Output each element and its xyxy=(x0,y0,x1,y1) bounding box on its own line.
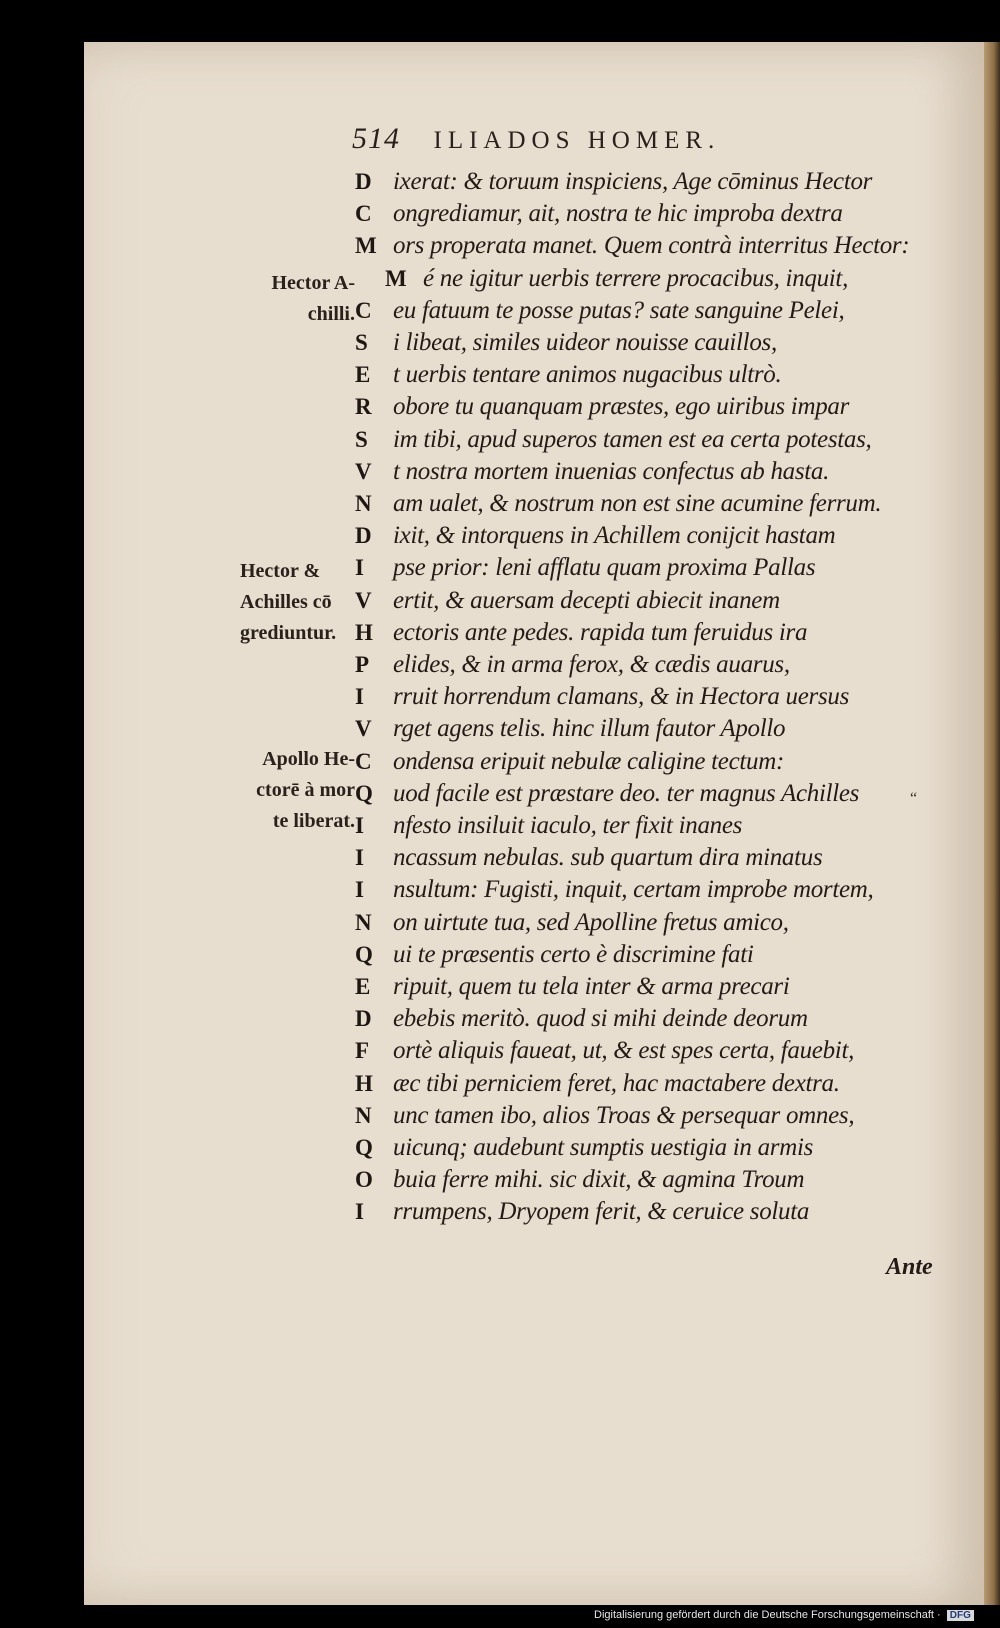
verse-text: ongrediamur, ait, nostra te hic improba dextra xyxy=(393,200,843,228)
verse-line xyxy=(355,329,945,361)
verse-line xyxy=(355,1005,945,1037)
verse-initial: C xyxy=(355,201,372,227)
verse-text: ectoris ante pedes. rapida tum feruidus ira xyxy=(393,618,808,646)
marginal-note-line: grediuntur. xyxy=(240,622,337,644)
verse-initial: V xyxy=(355,458,372,484)
verse-initial: I xyxy=(355,813,364,838)
marginal-note-line: Hector A- xyxy=(271,272,355,294)
verse-line xyxy=(355,941,945,973)
verse-text: eu fatuum te posse putas? sate sanguine Pelei, xyxy=(393,296,845,324)
verse-line xyxy=(355,522,945,554)
verse-text: ertit, & auersam decepti abiecit inanem xyxy=(393,586,780,614)
verse-initial: Q xyxy=(355,780,373,806)
verse-initial: D xyxy=(355,1006,372,1032)
verse-text: on uirtute tua, sed Apolline fretus amico, xyxy=(393,908,789,936)
dfg-logo-icon: DFG xyxy=(947,1610,974,1621)
verse-initial: C xyxy=(355,297,372,323)
page-number: 514 xyxy=(352,122,400,155)
verse-initial: H xyxy=(355,1070,373,1096)
verse-line xyxy=(355,1166,945,1198)
marginal-note-line: Achilles cō xyxy=(240,591,332,613)
verse-text: t nostra mortem inuenias confectus ab hasta. xyxy=(393,457,830,485)
verse-text: ixit, & intorquens in Achillem conijcit hastam xyxy=(393,522,836,550)
verse-initial: D xyxy=(355,523,372,549)
verse-initial: I xyxy=(355,1199,364,1225)
marginal-note-apollo xyxy=(240,744,355,837)
verse-line xyxy=(355,232,945,264)
verse-initial: C xyxy=(355,748,372,774)
verse-text: uicunq; audebunt sumptis uestigia in armis xyxy=(393,1134,814,1161)
verse-text: ebebis meritò. quod si mihi deinde deorum xyxy=(393,1005,808,1033)
verse-line xyxy=(355,297,945,329)
verse-initial: Q xyxy=(355,941,373,967)
verse-line xyxy=(355,554,945,586)
verse-text: im tibi, apud superos tamen est ea certa potestas, xyxy=(393,425,872,453)
verse-text: t uerbis tentare animos nugacibus ultrò. xyxy=(393,361,782,389)
verse-initial: M xyxy=(385,265,407,291)
verse-text: obore tu quanquam præstes, ego uiribus impar xyxy=(393,393,850,421)
margin-mark: “ xyxy=(910,790,918,807)
verse-line xyxy=(355,490,945,522)
verse-line xyxy=(355,780,945,812)
marginal-note-line: ctorē à mor xyxy=(256,779,355,801)
verse-initial: I xyxy=(355,845,364,871)
verse-line xyxy=(355,876,945,908)
running-title: ILIADOS HOMER. xyxy=(433,127,721,154)
verse-initial: Q xyxy=(355,1135,373,1160)
verse-initial: I xyxy=(355,555,364,581)
verse-text: ui te præsentis certo è discrimine fati xyxy=(393,940,754,968)
verse-line xyxy=(355,909,945,941)
verse-text: rrumpens, Dryopem ferit, & ceruice soluta xyxy=(393,1198,810,1226)
verse-line xyxy=(355,1134,945,1166)
verse-text: i libeat, similes uideor nouisse cauillos, xyxy=(393,329,777,356)
verse-text: buia ferre mihi. sic dixit, & agmina Troum xyxy=(393,1166,805,1194)
verse-initial: I xyxy=(355,877,364,903)
verse-line xyxy=(355,844,945,876)
verse-text: æc tibi perniciem feret, hac mactabere dextra. xyxy=(393,1069,840,1097)
verse-initial: R xyxy=(355,394,372,420)
marginal-note-line: Hector & xyxy=(240,560,321,582)
verse-line xyxy=(355,361,945,393)
verse-line xyxy=(385,265,975,297)
verse-initial: F xyxy=(355,1038,370,1064)
verse-text: nsultum: Fugisti, inquit, certam improbe mortem, xyxy=(393,876,874,904)
page-edge xyxy=(984,42,1000,1605)
marginal-note-line: chilli. xyxy=(307,303,355,325)
verse-initial: N xyxy=(355,1102,372,1128)
verse-line xyxy=(355,587,945,619)
verse-text: nfesto insiluit iaculo, ter fixit inanes xyxy=(393,812,743,839)
verse-text: ortè aliquis faueat, ut, & est spes certa, fauebit, xyxy=(393,1037,855,1065)
verse-line xyxy=(355,812,945,844)
catchword: Ante xyxy=(886,1254,933,1280)
verse-initial: E xyxy=(355,362,371,388)
verse-text: rruit horrendum clamans, & in Hectora uersus xyxy=(393,683,850,711)
verse-initial: V xyxy=(355,716,372,742)
marginal-note-line: Apollo He- xyxy=(262,748,355,770)
verse-text: ncassum nebulas. sub quartum dira minatus xyxy=(393,844,823,872)
verse-line xyxy=(355,168,945,200)
verse-initial: S xyxy=(355,426,368,452)
verse-line xyxy=(355,426,945,458)
verse-line xyxy=(355,1037,945,1069)
verse-text: ripuit, quem tu tela inter & arma precari xyxy=(393,973,790,1000)
marginal-note-hector-achilli xyxy=(240,268,355,330)
verse-initial: N xyxy=(355,909,372,935)
verse-line xyxy=(355,973,945,1005)
verse-initial: N xyxy=(355,491,372,516)
verse-initial: V xyxy=(355,587,372,613)
verse-initial: E xyxy=(355,974,371,999)
marginal-note-line: te liberat. xyxy=(272,810,355,832)
verse-line xyxy=(355,619,945,651)
verse-line xyxy=(355,393,945,425)
footer-credit xyxy=(594,1609,974,1621)
verse-text: uod facile est præstare deo. ter magnus Achilles xyxy=(393,779,860,807)
verse-line xyxy=(355,200,945,232)
verse-text: elides, & in arma ferox, & cædis auarus, xyxy=(393,651,790,678)
verse-initial: O xyxy=(355,1167,373,1193)
verse-initial: I xyxy=(355,684,364,710)
verse-text: am ualet, & nostrum non est sine acumine ferrum. xyxy=(393,490,882,517)
verse-initial: P xyxy=(355,652,370,677)
verse-text: pse prior: leni afflatu quam proxima Pallas xyxy=(393,554,816,582)
verse-line xyxy=(355,1102,945,1134)
verse-line xyxy=(355,1198,945,1230)
verse-initial: H xyxy=(355,619,373,645)
verse-line xyxy=(355,458,945,490)
footer-text: Digitalisierung gefördert durch die Deutsche Forschungsgemeinschaft · xyxy=(594,1609,941,1621)
verse-line xyxy=(355,651,945,683)
verse-initial: D xyxy=(355,169,372,194)
verse-initial: M xyxy=(355,233,377,259)
verse-text: é ne igitur uerbis terrere procacibus, inquit, xyxy=(423,264,849,292)
verse-line xyxy=(355,715,945,747)
page-header xyxy=(352,122,720,156)
verse-text: unc tamen ibo, alios Troas & persequar omnes, xyxy=(393,1101,855,1129)
verse-text: ixerat: & toruum inspiciens, Age cōminus Hector xyxy=(393,168,873,195)
marginal-note-hector-achilles xyxy=(240,556,355,649)
verse-text: ors properata manet. Quem contrà interritus Hector: xyxy=(393,232,910,260)
verse-line xyxy=(355,683,945,715)
verse-line xyxy=(355,748,945,780)
verse-text: rget agens telis. hinc illum fautor Apollo xyxy=(393,715,786,743)
verse-line xyxy=(355,1070,945,1102)
verse-initial: S xyxy=(355,330,368,355)
verse-text: ondensa eripuit nebulæ caligine tectum: xyxy=(393,747,784,775)
